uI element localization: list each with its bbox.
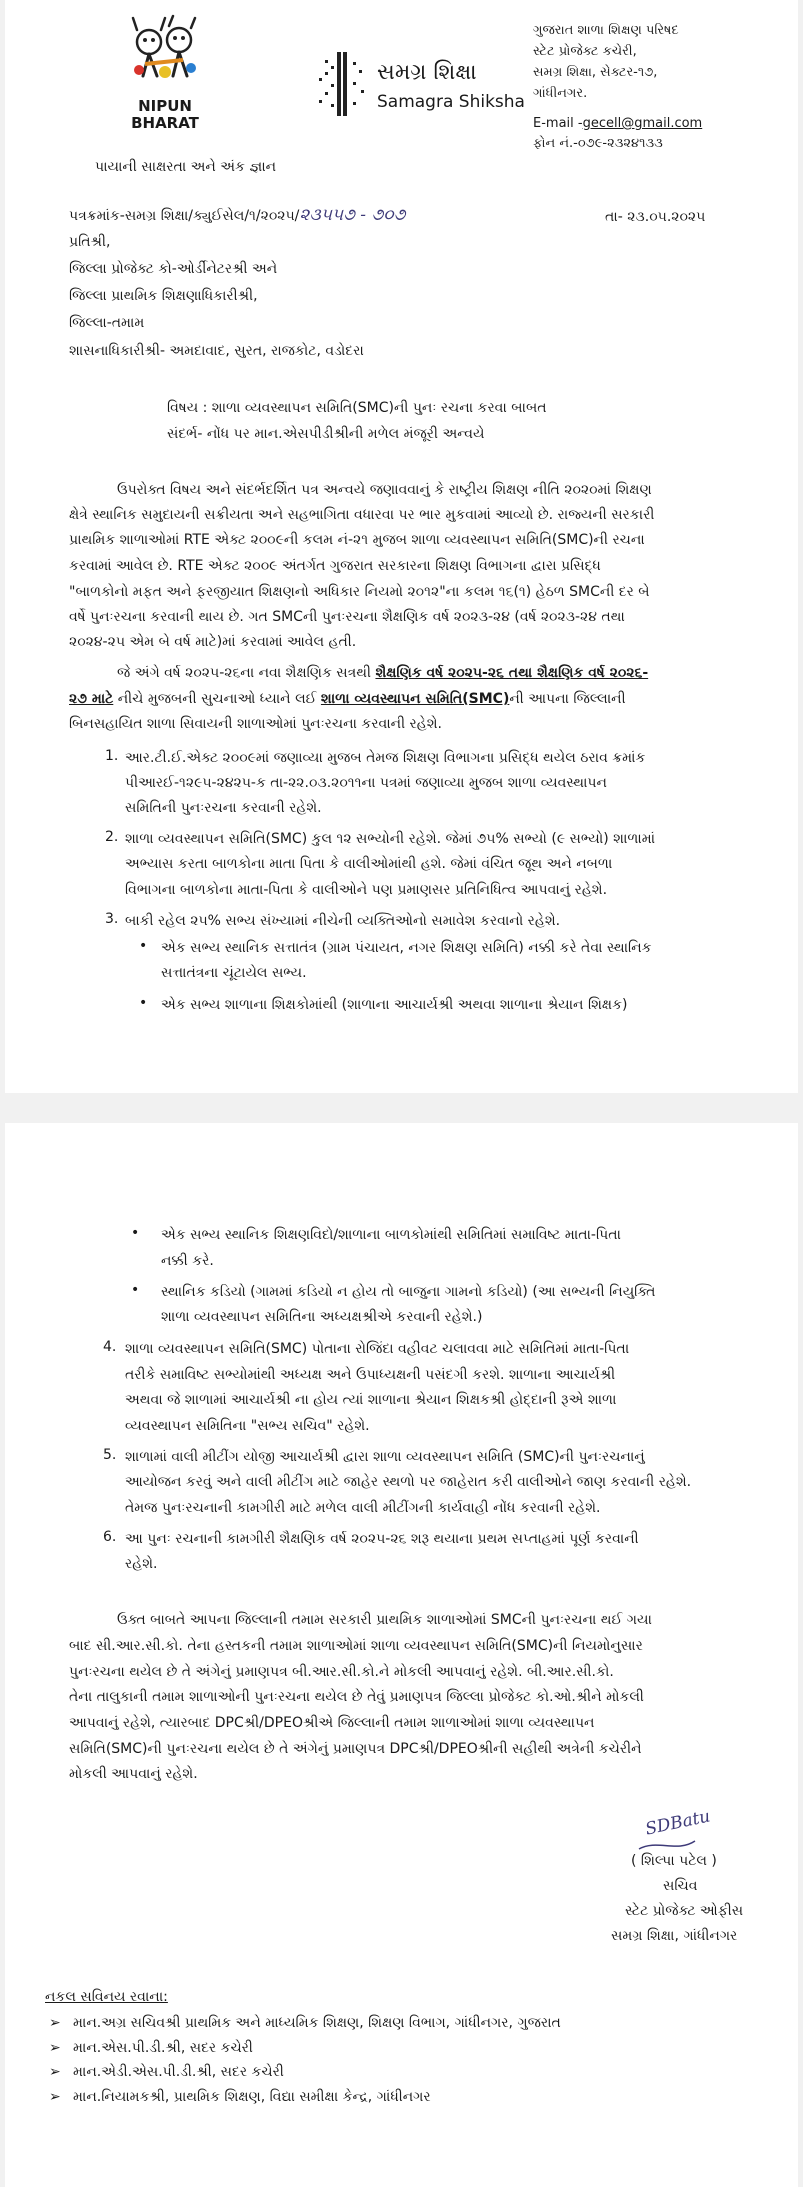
point-line: તરીકે સમાવિષ્ટ સભ્યોમાંથી અધ્યક્ષ અને ઉપાધ્યક્ષની પસંદગી કરશે. શાળાના આચાર્યશ્રી xyxy=(125,1367,616,1383)
samagra-gu-text: સમગ્ર શિક્ષા xyxy=(377,60,477,85)
samagra-shiksha-logo xyxy=(317,52,525,124)
point-line: તેમજ પુનઃરચનાની કામગીરી માટે મળેલ વાલી મીટીંગની કાર્યવાહી નોંધ કરવાની રહેશે. xyxy=(125,1500,601,1516)
body-line: બાદ સી.આર.સી.કો. તેના હસ્તકની તમામ શાળાઓમાં શાળા વ્યવસ્થાપન સમિતિ(SMC)ની નિયમોનુસાર xyxy=(69,1638,643,1654)
para2-b: શૈક્ષણિક વર્ષ ૨૦૨૫-૨૬ તથા શૈક્ષણિક વર્ષ ૨૦૨૬- xyxy=(375,665,649,681)
email-label: E-mail - xyxy=(533,116,583,131)
address-line: સમગ્ર શિક્ષા, સેક્ટર-૧૭, xyxy=(533,65,658,80)
para2-c: ૨૭ માટે xyxy=(69,691,114,707)
bullet-line: સ્થાનિક કડિયો (ગામમાં કડિયો ન હોય તો બાજુના ગામનો કડિયો) (આ સભ્યની નિયુક્તિ xyxy=(161,1284,656,1300)
point-line: રહેશે. xyxy=(125,1556,158,1572)
body-line: ૨૦૨૪-૨૫ એમ બે વર્ષ માટે)માં કરવામાં આવેલ હતી. xyxy=(69,634,357,650)
body-line: વર્ષે પુનઃરચના કરવાની થાય છે. ગત SMCની પુનઃરચના શૈક્ષણિક વર્ષ ૨૦૨૩-૨૪ (વર્ષ ૨૦૨૩-૨૪ તથા xyxy=(69,609,625,625)
samagra-shiksha-icon xyxy=(317,52,367,116)
recipient-line: પ્રતિશ્રી, xyxy=(69,234,111,250)
point-line: શાળા વ્યવસ્થાપન સમિતિ(SMC) કુલ ૧૨ સભ્યોની રહેશે. જેમાં ૭૫% સભ્યો (૯ સભ્યો) શાળામાં xyxy=(125,831,656,847)
nipun-logo-text: NIPUN BHARAT xyxy=(131,97,199,132)
body-line: ક્ષેત્રે સ્થાનિક સમુદાયની સક્રીયતા અને સહભાગિતા વધારવા પર ભાર મુકવામાં આવ્યો છે. રાજ્યની સરકારી xyxy=(69,507,655,523)
signatory-office: સ્ટેટ પ્રોજેક્ટ ઓફીસ xyxy=(625,1903,744,1919)
body-line: પુનઃરચના થયેલ છે તે અંગેનું પ્રમાણપત્ર બી.આર.સી.કો.ને મોકલી આપવાનું રહેશે. બી.આર.સી.કો. xyxy=(69,1664,614,1680)
reference-line: સંદર્ભ- નોંધ પર માન.એસપીડીશ્રીની મળેલ મંજૂરી અન્વયે xyxy=(167,426,485,442)
bullet-line: શાળા વ્યવસ્થાપન સમિતિના અધ્યક્ષશ્રીએ કરવાની રહેશે.) xyxy=(161,1309,483,1325)
email-line xyxy=(533,113,793,134)
body-line: "બાળકોનો મફત અને ફરજીયાત શિક્ષણનો અધિકાર નિયમો ૨૦૧૨"ના કલમ ૧૬(૧) હેઠળ SMCની દર બે xyxy=(69,584,650,600)
address-line: સ્ટેટ પ્રોજેક્ટ કચેરી, xyxy=(533,44,637,59)
bullet-line: સત્તાતંત્રના ચૂંટાયેલ સભ્ય. xyxy=(161,965,307,981)
point-number: 2. xyxy=(105,829,119,845)
bullet-dot: • xyxy=(131,1225,140,1241)
copy-arrow-icon: ➢ xyxy=(49,2064,61,2080)
signatory-org: સમગ્ર શિક્ષા, ગાંધીનગર xyxy=(611,1928,738,1944)
reference-handwritten: ૨૩૫૫૭ - ૭૦૭ xyxy=(299,205,406,225)
bullet-line: નક્કી કરે. xyxy=(161,1253,214,1269)
copy-arrow-icon: ➢ xyxy=(49,2040,61,2056)
recipient-line: શાસનાધિકારીશ્રી- અમદાવાદ, સુરત, રાજકોટ, વડોદરા xyxy=(69,343,364,359)
copy-item: માન.અગ્ર સચિવશ્રી પ્રાથમિક અને માધ્યમિક શિક્ષણ, શિક્ષણ વિભાગ, ગાંધીનગર, ગુજરાત xyxy=(73,2015,561,2031)
copy-item: માન.નિયામકશ્રી, પ્રાથમિક શિક્ષણ, વિદ્યા સમીક્ષા કેન્દ્ર, ગાંધીનગર xyxy=(73,2089,431,2105)
bullet-dot: • xyxy=(131,1282,140,1298)
point-line: અભ્યાસ કરતા બાળકોના માતા પિતા કે વાલીઓમાંથી હશે. જેમાં વંચિત જૂથ અને નબળા xyxy=(125,856,613,872)
point-line: વિભાગના બાળકોના માતા-પિતા કે વાલીઓને પણ પ્રમાણસર પ્રતિનિધિત્વ આપવાનું રહેશે. xyxy=(125,882,608,898)
letter-page-1 xyxy=(5,0,798,1093)
copy-arrow-icon: ➢ xyxy=(49,2015,61,2031)
body-line xyxy=(69,689,626,709)
body-line: ઉક્ત બાબતે આપના જિલ્લાની તમામ સરકારી પ્રાથમિક શાળાઓમાં SMCની પુનઃરચના થઈ ગયા xyxy=(117,1612,652,1628)
body-line: આપવાનું રહેશે, ત્યારબાદ DPCશ્રી/DPEOશ્રીએ જિલ્લાની તમામ શાળાઓમાં શાળા વ્યવસ્થાપન xyxy=(69,1715,595,1731)
recipient-line: જિલ્લા પ્રોજેક્ટ કો-ઓર્ડીનેટરશ્રી અને xyxy=(69,261,278,277)
letter-date: તા- ૨૩.૦૫.૨૦૨૫ xyxy=(605,209,706,225)
point-number: 5. xyxy=(103,1447,117,1463)
signatory-name: ( શિલ્પા પટેલ ) xyxy=(631,1853,717,1869)
body-line: તેના તાલુકાની તમામ શાળાઓની પુનઃરચના થયેલ છે તેવું પ્રમાણપત્ર જિલ્લા પ્રોજેક્ટ કો.ઓ.શ્રીને મોકલી xyxy=(69,1689,644,1705)
point-number: 3. xyxy=(105,911,119,927)
para2-d: નીચે મુજબની સુચનાઓ ધ્યાને લઈ xyxy=(117,691,317,707)
bullet-line: એક સભ્ય સ્થાનિક શિક્ષણવિદો/શાળાના બાળકોમાંથી સમિતિમાં સમાવિષ્ટ માતા-પિતા xyxy=(161,1227,621,1243)
letter-page-2 xyxy=(5,1123,798,2187)
para2-f: ની આપના જિલ્લાની xyxy=(509,691,626,707)
body-line: પ્રાથમિક શાળાઓમાં RTE એક્ટ ૨૦૦૯ની કલમ નં-૨૧ મુજબ શાળા વ્યવસ્થાપન સમિતિ(SMC)ની રચના xyxy=(69,532,645,548)
nipun-bharat-logo xyxy=(125,14,205,132)
point-number: 6. xyxy=(103,1529,117,1545)
point-line: બાકી રહેલ ૨૫% સભ્ય સંખ્યામાં નીચેની વ્યક્તિઓનો સમાવેશ કરવાનો રહેશે. xyxy=(125,913,561,929)
point-line: આયોજન કરવું અને વાલી મીટીંગ માટે જાહેર સ્થળો પર જાહેરાત કરી વાલીઓને જાણ કરવાની રહેશે. xyxy=(125,1474,692,1490)
point-line: આ પુનઃ રચનાની કામગીરી શૈક્ષણિક વર્ષ ૨૦૨૫-૨૬ શરૂ થયાના પ્રથમ સપ્તાહમાં પૂર્ણ કરવાની xyxy=(125,1531,639,1547)
point-line: આર.ટી.ઈ.એક્ટ ૨૦૦૯માં જણાવ્યા મુજબ તેમજ શિક્ષણ વિભાગના પ્રસિદ્ધ થયેલ ઠરાવ ક્રમાંક xyxy=(125,750,646,766)
point-line: સમિતિની પુનઃરચના કરવાની રહેશે. xyxy=(125,800,322,816)
recipient-line: જિલ્લા પ્રાથમિક શિક્ષણાધિકારીશ્રી, xyxy=(69,288,258,304)
point-line: શાળામાં વાલી મીટીંગ યોજી આચાર્યશ્રી દ્વારા શાળા વ્યવસ્થાપન સમિતિ (SMC)ની પુનઃરચનાનું xyxy=(125,1449,645,1465)
address-line: ગાંધીનગર. xyxy=(533,86,588,101)
para2-e: શાળા વ્યવસ્થાપન સમિતિ(SMC) xyxy=(320,691,510,707)
copy-item: માન.એડી.એસ.પી.ડી.શ્રી, સદર કચેરી xyxy=(73,2064,284,2080)
recipient-line: જિલ્લા-તમામ xyxy=(69,315,145,331)
body-line xyxy=(117,663,648,683)
body-line: ઉપરોક્ત વિષય અને સંદર્ભદર્શિત પત્ર અન્વયે જણાવવાનું કે રાષ્ટ્રીય શિક્ષણ નીતિ ૨૦૨૦માં શિક્ષણ xyxy=(117,482,652,498)
point-line: વ્યવસ્થાપન સમિતિના "સભ્ય સચિવ" રહેશે. xyxy=(125,1418,370,1434)
nipun-tagline: પાયાની સાક્ષરતા અને અંક જ્ઞાન xyxy=(95,159,277,175)
body-line: કરવામાં આવેલ છે. RTE એક્ટ ૨૦૦૯ અંતર્ગત ગુજરાત સરકારના શિક્ષણ વિભાગના દ્વારા પ્રસિદ્ધ xyxy=(69,558,601,574)
signatory-title: સચિવ xyxy=(663,1878,698,1894)
point-number: 4. xyxy=(103,1339,117,1355)
bullet-dot: • xyxy=(139,938,148,954)
reference-prefix: પત્રક્રમાંક-સમગ્ર શિક્ષા/ક્યુઈસેલ/૧/૨૦૨૫/ xyxy=(69,208,300,224)
bullet-line: એક સભ્ય શાળાના શિક્ષકોમાંથી (શાળાના આચાર્યશ્રી અથવા શાળાના શ્રેયાન શિક્ષક) xyxy=(161,997,628,1013)
office-address xyxy=(533,20,793,153)
para2-a: જે અંગે વર્ષ ૨૦૨૫-૨૬ના નવા શૈક્ષણિક સત્રથી xyxy=(117,665,372,681)
point-line: અથવા જે શાળામાં આચાર્યશ્રી ના હોય ત્યાં શાળાના શ્રેયાન શિક્ષકશ્રી હોદ્દાની રૂએ શાળા xyxy=(125,1392,617,1408)
point-line: પીઆરઈ-૧૨૯૫-૨૪૨૫-ક તા-૨૨.૦૩.૨૦૧૧ના પત્રમાં જણાવ્યા મુજબ શાળા વ્યવસ્થાપન xyxy=(125,775,607,791)
phone-line: ફોન નં.-૦૭૯-૨૩૨૪૧૩૩ xyxy=(533,136,663,151)
email-value: gecell@gmail.com xyxy=(582,116,703,131)
copy-item: માન.એસ.પી.ડી.શ્રી, સદર કચેરી xyxy=(73,2040,253,2056)
point-number: 1. xyxy=(105,748,119,764)
body-line: બિનસહાયિત શાળા સિવાયની શાળાઓમાં પુનઃરચના કરવાની રહેશે. xyxy=(69,716,442,732)
body-line: સમિતિ(SMC)ની પુનઃરચના થયેલ છે તે અંગેનું પ્રમાણપત્ર DPCશ્રી/DPEOશ્રીની સહીથી અત્રેની કચેરીને xyxy=(69,1741,642,1757)
bullet-dot: • xyxy=(139,995,148,1011)
reference-number xyxy=(69,205,405,226)
bullet-line: એક સભ્ય સ્થાનિક સત્તાતંત્ર (ગ્રામ પંચાયત, નગર શિક્ષણ સમિતિ) નક્કી કરે તેવા સ્થાનિક xyxy=(161,940,652,956)
samagra-en-text: Samagra Shiksha xyxy=(377,92,525,112)
copy-heading: નકલ સવિનય રવાના: xyxy=(45,1989,168,2005)
point-line: શાળા વ્યવસ્થાપન સમિતિ(SMC) પોતાના રોજિંદા વહીવટ ચલાવવા માટે સમિતિમાં માતા-પિતા xyxy=(125,1341,630,1357)
body-line: મોકલી આપવાનું રહેશે. xyxy=(69,1766,198,1782)
address-line: ગુજરાત શાળા શિક્ષણ પરિષદ xyxy=(533,23,679,38)
signature-scribble: SDBatu xyxy=(643,1806,713,1840)
nipun-mascot-icon xyxy=(125,14,205,94)
subject-line: વિષય : શાળા વ્યવસ્થાપન સમિતિ(SMC)ની પુનઃ રચના કરવા બાબત xyxy=(167,400,547,416)
copy-arrow-icon: ➢ xyxy=(49,2089,61,2105)
